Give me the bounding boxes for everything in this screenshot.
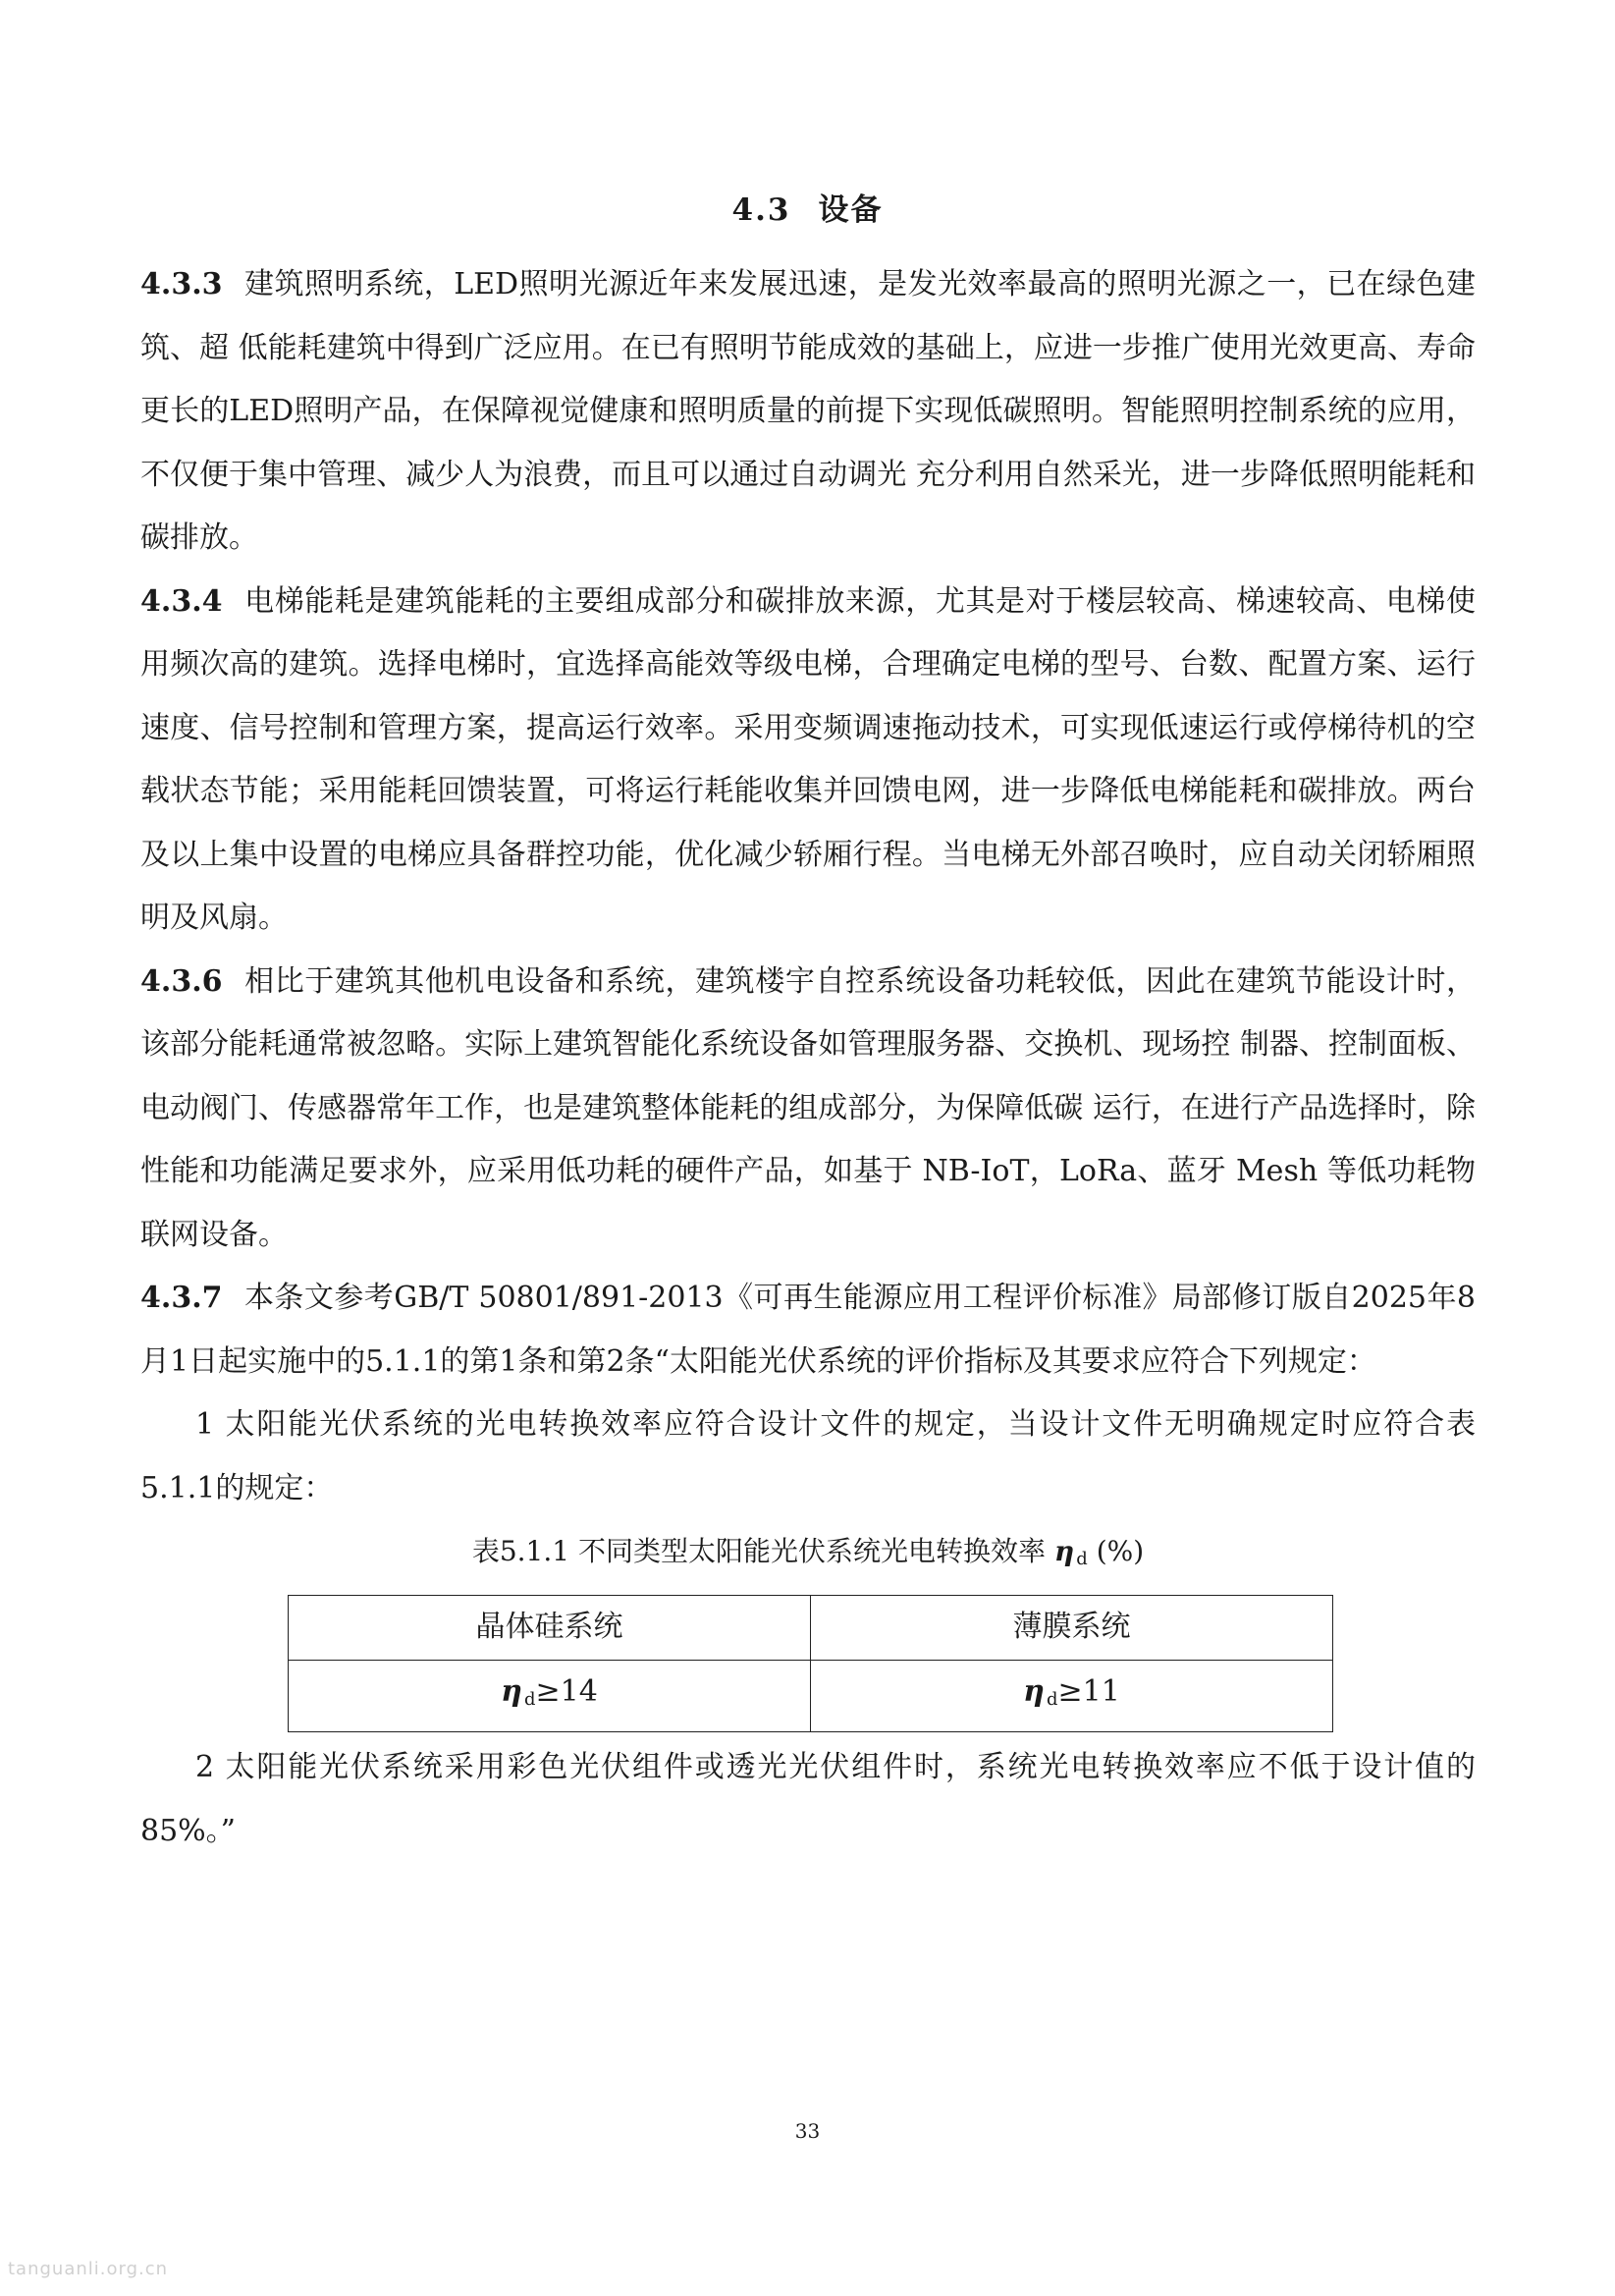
clause-number: 4.3.6 (140, 963, 223, 999)
table-row (289, 1660, 1333, 1732)
table-caption (140, 1522, 1476, 1589)
body-content (140, 253, 1476, 1863)
page-number: 33 (794, 2119, 821, 2143)
cell-value: ≥14 (535, 1673, 598, 1709)
section-heading (0, 185, 1615, 229)
eta-subscript: d (523, 1688, 536, 1710)
eta-subscript: d (1046, 1688, 1058, 1710)
table-header-row (289, 1596, 1333, 1661)
eta-subscript: d (1076, 1549, 1088, 1569)
eta-symbol: η (501, 1673, 522, 1709)
clause-4-3-4 (140, 571, 1476, 951)
watermark-text: tanguanli.org.cn (8, 2259, 169, 2279)
efficiency-table (288, 1595, 1333, 1732)
table-header-cell: 薄膜系统 (811, 1596, 1333, 1661)
clause-text: 建筑照明系统，LED照明光源近年来发展迅速，是发光效率最高的照明光源之一，已在绿色建筑、超 低能耗建筑中得到广泛应用。在已有照明节能成效的基础上，应进一步推广使用光效更高、寿命更长的LED照明产品，在保障视觉健康和照明质量的前提下实现低碳照明。智能照明控制系统的应用，不仅便于集中管理、减少人为浪费，而且可以通过自动调光 充分利用自然采光，进一步降低照明能耗和碳排放。 (140, 267, 1476, 555)
clause-4-3-7 (140, 1267, 1476, 1394)
clause-4-3-3 (140, 253, 1476, 571)
cell-value: ≥11 (1057, 1673, 1120, 1709)
eta-symbol: η (1023, 1673, 1045, 1709)
table-caption-text: 表5.1.1 不同类型太阳能光伏系统光电转换效率 (471, 1535, 1046, 1567)
clause-text: 相比于建筑其他机电设备和系统，建筑楼宇自控系统设备功耗较低，因此在建筑节能设计时，该部分能耗通常被忽略。实际上建筑智能化系统设备如管理服务器、交换机、现场控 制器、控制面板、电动阀门、传感器常年工作，也是建筑整体能耗的组成部分，为保障低碳 运行，在进行产品选择时，除性能和功能满足要求外，应采用低功耗的硬件产品，如基于 NB-IoT，LoRa、蓝牙 Mesh 等低功耗物联网设备。 (140, 963, 1476, 1252)
table-cell (289, 1660, 811, 1732)
clause-number: 4.3.7 (140, 1281, 223, 1315)
clause-number: 4.3.4 (140, 583, 223, 619)
table-cell (811, 1660, 1333, 1732)
table-caption-unit: (%) (1096, 1535, 1145, 1567)
section-number: 4.3 (731, 192, 791, 228)
section-title-text: 设备 (818, 192, 884, 228)
list-item-1: 1 太阳能光伏系统的光电转换效率应符合设计文件的规定，当设计文件无明确规定时应符合表5.1.1的规定： (140, 1407, 1476, 1505)
eta-symbol: η (1053, 1535, 1075, 1567)
list-item-2: 2 太阳能光伏系统采用彩色光伏组件或透光光伏组件时，系统光电转换效率应不低于设计值的85%。” (140, 1750, 1476, 1848)
clause-text: 电梯能耗是建筑能耗的主要组成部分和碳排放来源，尤其是对于楼层较高、梯速较高、电梯使用频次高的建筑。选择电梯时，宜选择高能效等级电梯，合理确定电梯的型号、台数、配置方案、运行速度、信号控制和管理方案，提高运行效率。采用变频调速拖动技术，可实现低速运行或停梯待机的空载状态节能；采用能耗回馈装置，可将运行耗能收集并回馈电网，进一步降低电梯能耗和碳排放。两台及以上集中设置的电梯应具备群控功能，优化减少轿厢行程。当电梯无外部召唤时，应自动关闭轿厢照明及风扇。 (140, 583, 1476, 935)
table-header-cell: 晶体硅系统 (289, 1596, 811, 1661)
clause-text: 本条文参考GB/T 50801/891-2013《可再生能源应用工程评价标准》局部修订版自2025年8月1日起实施中的5.1.1的第1条和第2条“太阳能光伏系统的评价指标及其要求应符合下列规定： (140, 1281, 1476, 1379)
clause-4-3-6 (140, 951, 1476, 1268)
clause-number: 4.3.3 (140, 267, 223, 301)
